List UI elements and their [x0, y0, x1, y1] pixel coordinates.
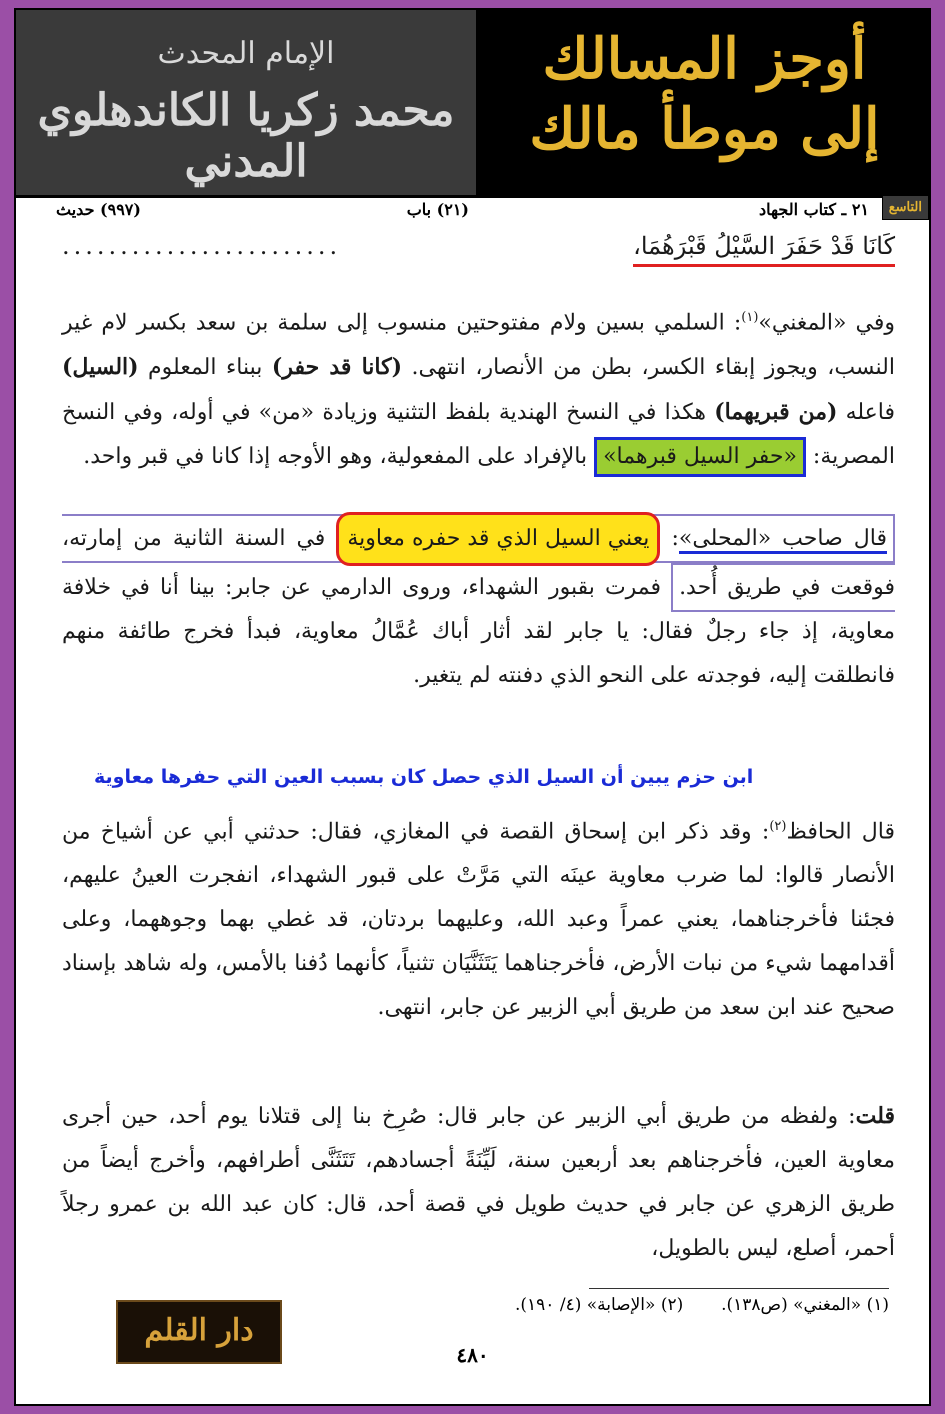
- para1-text: وفي «المغني»: [758, 310, 896, 336]
- matn-text: كَانَا قَدْ حَفَرَ السَّيْلُ قَبْرَهُمَا،: [633, 232, 895, 267]
- para3-text: قال الحافظ: [786, 819, 895, 845]
- footnote-2: (٢) «الإصابة» (٤/ ١٩٠).: [514, 1295, 684, 1315]
- footnotes: [515, 1295, 889, 1315]
- para1-text: هكذا في النسخ الهندية بلفظ التثنية وزيادة «من» في أوله، وفي النسخ المصرية:: [62, 400, 895, 470]
- para1-bold: (من قبريهما): [714, 399, 838, 426]
- paragraph-2: [62, 512, 895, 698]
- header-book: ٢١ ـ كتاب الجهاد: [759, 200, 869, 219]
- footnote-1: (١) «المغني» (ص١٣٨).: [721, 1295, 889, 1315]
- para2-boxed-text: في السنة الثانية من إمارته، فوقعت في طريق أُحد.: [62, 526, 895, 600]
- paragraph-3: [62, 805, 895, 1030]
- book-title-line2: إلى موطأ مالك: [529, 96, 880, 162]
- para3-text: : وقد ذكر ابن إسحاق القصة في المغازي، فقال: حدثني أبي عن أشياخ من الأنصار قالوا: لما ضرب معاوية عينَه التي مَرَّتْ على قبور الشهداء، انفجرت العينُ عليهم، فجئنا فأخرجناهما، يعني عمراً وعبد الله، وعليهما بردتان، قد غطي بهما وجوههما، وعلى أقدامهما شيء من نبات الأرض، فأخرجناهما يَتَثَنَّيَان تثنياً، كأنهما دُفنا بالأمس، وله شاهد بإسناد صحيح عند ابن سعد من طريق أبي الزبير عن جابر، انتهى.: [62, 819, 895, 1021]
- header-chapter: (٢١) باب: [406, 200, 469, 219]
- highlight-yellow-box: يعني السيل الذي قد حفره معاوية: [336, 512, 660, 566]
- matn-dots: ........................: [62, 232, 342, 260]
- para1-text: فاعله: [837, 400, 895, 426]
- para4-text: : ولفظه من طريق أبي الزبير عن جابر قال: صُرِخ بنا إلى قتلانا يوم أحد، حين أجرى معاوية العين، فأخرجناهم بعد أربعين سنة، لَيِّنَةً أجسادهم، تَتَثَنَّى أطرافهم، وأخرج أيضاً من طريق الزهري عن جابر في حديث طويل في قصة أحد، قال: كان عبد الله بن عمرو رجلاً أحمر، أصلع، ليس بالطويل،: [62, 1104, 895, 1261]
- para2-colon: :: [660, 526, 679, 551]
- running-header: [56, 198, 869, 222]
- document-page: [14, 8, 931, 1406]
- author-banner: [16, 10, 476, 195]
- footnote-ref-1[interactable]: (١): [741, 310, 759, 325]
- para1-text: : السلمي بسين ولام مفتوحتين منسوب إلى سلمة بن سعد بكسر لام غير النسب، ويجوز إبقاء الكسر، بطن من الأنصار، انتهى.: [62, 310, 895, 381]
- matn-line: [62, 224, 895, 268]
- para2-text: فمرت بقبور الشهداء، وروى الدارمي عن جابر: بينا أنا في خلافة معاوية، إذ جاء رجلٌ فقال: يا جابر لقد أثار أباك عُمَّالُ معاوية، فبدأ فخرج طائفة منهم فانطلقت إليه، فوجدته على النحو الذي دفنته لم يتغير.: [62, 575, 895, 688]
- footnote-divider: [589, 1288, 889, 1289]
- para1-text: ببناء المعلوم: [138, 355, 272, 381]
- page-number: ٤٨٠: [456, 1343, 489, 1367]
- publisher-logo: دار القلم: [116, 1300, 282, 1364]
- para1-text: بالإفراد على المفعولية، وهو الأوجه إذا كانا في قبر واحد.: [83, 444, 595, 470]
- paragraph-4: [62, 1094, 895, 1271]
- para1-bold: (السيل): [62, 354, 139, 381]
- author-title: الإمام المحدث: [157, 36, 335, 71]
- book-title-banner: [476, 10, 931, 195]
- qultu-lead: قلت: [855, 1103, 895, 1129]
- author-name: محمد زكريا الكاندهلوي المدني: [37, 85, 455, 187]
- volume-tag: التاسع: [882, 195, 929, 220]
- paragraph-1: [62, 296, 895, 479]
- muhalla-lead: قال صاحب «المحلى»: [679, 526, 887, 554]
- book-title-line1: أوجز المسالك: [542, 26, 867, 92]
- footnote-ref-2[interactable]: (٢): [769, 819, 787, 834]
- blue-annotation: ابن حزم يبين أن السيل الذي حصل كان بسبب العين التي حفرها معاوية: [94, 766, 754, 788]
- highlight-green-box: «حفر السيل قبرهما»: [594, 437, 806, 477]
- book-banner: [16, 10, 929, 198]
- para1-bold: (كانا قد حفر): [271, 354, 402, 381]
- header-hadith: (٩٩٧) حديث: [56, 200, 141, 219]
